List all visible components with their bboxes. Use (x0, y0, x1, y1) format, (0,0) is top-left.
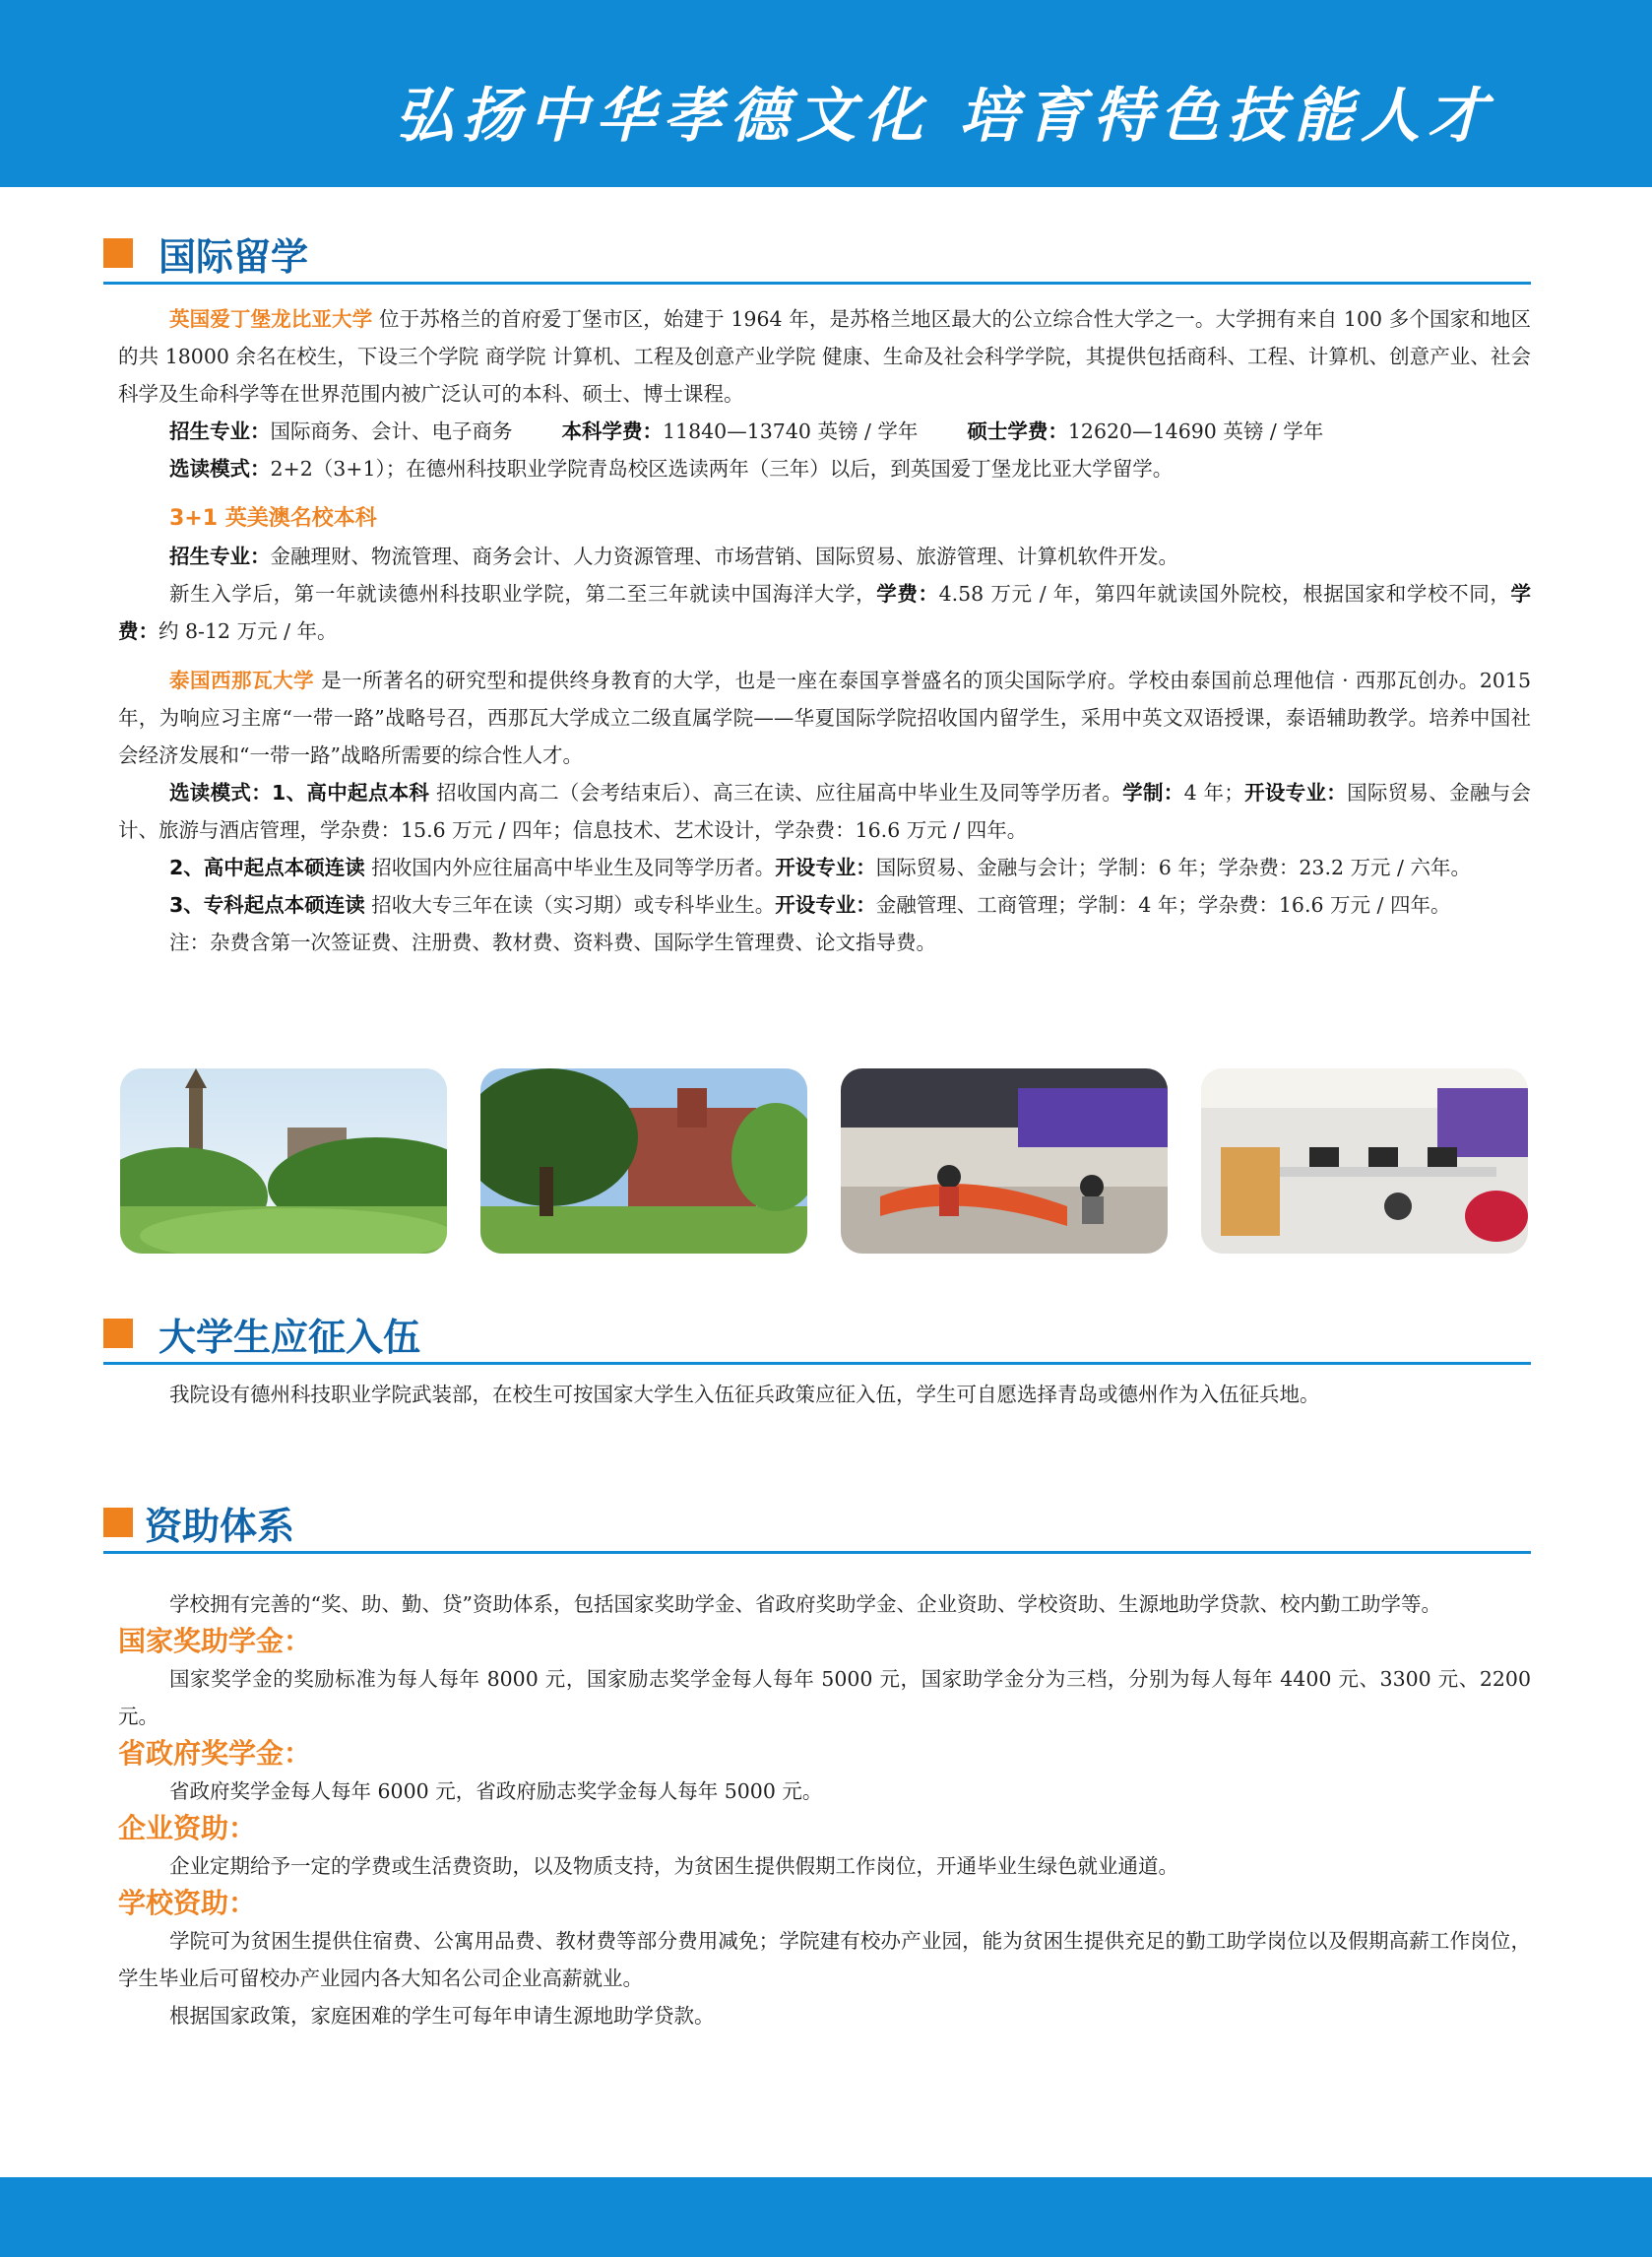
pg-fee-label: 硕士学费： (967, 419, 1068, 443)
aid-national-heading: 国家奖助学金： (118, 1625, 312, 1657)
fee-value: 约 8-12 万元 / 年。 (159, 619, 338, 643)
program-31-name: 3+1 英美澳名校本科 (169, 506, 377, 531)
aid-national-text: 国家奖学金的奖励标准为每人每年 8000 元，国家励志奖学金每人每年 5000 元，国家助学金分为三档，分别为每人每年 4400 元、3300 元、2200 元。 (118, 1667, 1531, 1728)
top-banner (0, 0, 1652, 187)
section-header-enlist (103, 1307, 1531, 1365)
major-label: 招生专业： (169, 419, 271, 443)
section-marker-icon (103, 1319, 133, 1348)
bottom-band (0, 2177, 1652, 2257)
option-label: 1、高中起点本科 (272, 781, 430, 805)
ug-fee-value: 11840—13740 英镑 / 学年 (663, 419, 919, 443)
aid-intro: 学校拥有完善的“奖、助、勤、贷”资助体系，包括国家奖助学金、省政府奖助学金、企业资助、学校资助、生源地助学贷款、校内勤工助学等。 (169, 1592, 1441, 1616)
majors-label: 开设专业： (775, 893, 876, 917)
photo-edinburgh-city (120, 1068, 447, 1254)
edinburgh-fees-line (118, 413, 1531, 450)
aid-provincial-heading: 省政府奖学金： (118, 1737, 312, 1770)
section-header-aid (103, 1496, 1531, 1554)
pg-fee-value: 12620—14690 英镑 / 学年 (1067, 419, 1324, 443)
majors-value: 国际贸易、金融与会计、旅游与酒店管理，学杂费：15.6 万元 / 四年；信息技术、艺术设计，学杂费：16.6 万元 / 四年。 (118, 781, 1532, 842)
siam-option-3 (118, 886, 1531, 924)
section-title: 国际留学 (159, 235, 309, 279)
siam-note: 注：杂费含第一次签证费、注册费、教材费、资料费、国际学生管理费、论文指导费。 (169, 931, 936, 954)
duration-value: 4 年； (1183, 781, 1244, 805)
edinburgh-intro-text: 位于苏格兰的首府爱丁堡市区，始建于 1964 年，是苏格兰地区最大的公立综合性大学之一。大学拥有来自 100 多个国家和地区的共 18000 余名在校生，下设三个学院 商学院 计算机、工程及创意产业学院 健康、生命及社会科学学院，其提供包括商科、工程、计算机、创意产业、社会科学及生命科学等在世界范围内被广泛认可的本科、硕士、博士课程。 (118, 307, 1531, 406)
mode-value: 2+2（3+1）；在德州科技职业学院青岛校区选读两年（三年）以后，到英国爱丁堡龙比亚大学留学。 (270, 457, 1174, 481)
majors-label: 开设专业： (775, 856, 876, 879)
option-label: 2、高中起点本硕连读 (169, 856, 365, 879)
siam-intro (118, 662, 1531, 774)
majors-value: 金融管理、工商管理；学制：4 年；学杂费：16.6 万元 / 四年。 (875, 893, 1451, 917)
photo-campus-building (480, 1068, 807, 1254)
aid-enterprise-heading: 企业资助： (118, 1812, 257, 1844)
duration-label: 学制： (1122, 781, 1184, 805)
aid-school-heading: 学校资助： (118, 1887, 257, 1919)
section-title: 大学生应征入伍 (159, 1316, 421, 1359)
edinburgh-mode-line (118, 450, 1531, 487)
majors-value: 国际贸易、金融与会计；学制：6 年；学杂费：23.2 万元 / 六年。 (875, 856, 1471, 879)
siam-option-1 (118, 774, 1531, 849)
desc-text: 新生入学后，第一年就读德州科技职业学院，第二至三年就读中国海洋大学， (169, 582, 877, 606)
edinburgh-block (118, 300, 1531, 961)
siam-intro-text: 是一所著名的研究型和提供终身教育的大学，也是一座在泰国享誉盛名的顶尖国际学府。学校由泰国前总理他信 · 西那瓦创办。2015 年，为响应习主席“一带一路”战略号召，西那瓦大学成立二级直属学院——华夏国际学院招收国内留学生，采用中英文双语授课，泰语辅助教学。培养中国社会经济发展和“一带一路”战略所需要的综合性人才。 (118, 669, 1532, 767)
fee-value: 4.58 万元 / 年，第四年就读国外院校，根据国家和学校不同， (938, 582, 1511, 606)
mode-label: 选读模式： (169, 457, 271, 481)
fee-label: 学费： (876, 582, 939, 606)
banner-slogan: 弘扬中华孝德文化 培育特色技能人才 (395, 82, 1494, 151)
majors-label: 开设专业： (1243, 781, 1348, 805)
program-31-major-line (118, 538, 1531, 575)
option-text: 招收大专三年在读（实习期）或专科毕业生。 (371, 893, 776, 917)
section-marker-icon (103, 1508, 133, 1537)
aid-school-text: 学院可为贫困生提供住宿费、公寓用品费、教材费等部分费用减免；学院建有校办产业园，能为贫困生提供充足的勤工助学岗位以及假期高薪工作岗位，学生毕业后可留校办产业园内各大知名公司企业高薪就业。 (118, 1929, 1531, 1990)
photo-student-lounge (841, 1068, 1168, 1254)
siam-option-2 (118, 849, 1531, 886)
aid-block (118, 1585, 1531, 2034)
major-label: 招生专业： (169, 545, 271, 568)
aid-enterprise-text: 企业定期给予一定的学费或生活费资助，以及物质支持，为贫困生提供假期工作岗位，开通毕业生绿色就业通道。 (169, 1854, 1178, 1878)
section-marker-icon (103, 238, 133, 268)
aid-loan-text: 根据国家政策，家庭困难的学生可每年申请生源地助学贷款。 (169, 2004, 715, 2028)
enlist-text: 我院设有德州科技职业学院武装部，在校生可按国家大学生入伍征兵政策应征入伍，学生可自愿选择青岛或德州作为入伍征兵地。 (169, 1383, 1320, 1406)
siam-name: 泰国西那瓦大学 (169, 669, 315, 692)
section-title: 资助体系 (145, 1505, 295, 1548)
option-text: 招收国内外应往届高中毕业生及同等学历者。 (371, 856, 776, 879)
photo-computer-lab (1201, 1068, 1528, 1254)
mode-label: 选读模式： (169, 781, 273, 805)
section-header-study-abroad (103, 226, 1531, 285)
ug-fee-label: 本科学费： (561, 419, 663, 443)
program-31-desc (118, 575, 1531, 650)
option-text: 招收国内高二（会考结束后）、高三在读、应往届高中毕业生及同等学历者。 (436, 781, 1123, 805)
aid-provincial-text: 省政府奖学金每人每年 6000 元，省政府励志奖学金每人每年 5000 元。 (169, 1779, 823, 1803)
major-value: 国际商务、会计、电子商务 (270, 419, 513, 443)
edinburgh-name: 英国爱丁堡龙比亚大学 (169, 307, 373, 331)
program-31-title (118, 499, 1531, 538)
major-value: 金融理财、物流管理、商务会计、人力资源管理、市场营销、国际贸易、旅游管理、计算机软件开发。 (270, 545, 1178, 568)
fee-label: 学费： (118, 582, 1532, 643)
option-label: 3、专科起点本硕连读 (169, 893, 365, 917)
enlist-block (118, 1376, 1531, 1413)
edinburgh-intro (118, 300, 1531, 413)
